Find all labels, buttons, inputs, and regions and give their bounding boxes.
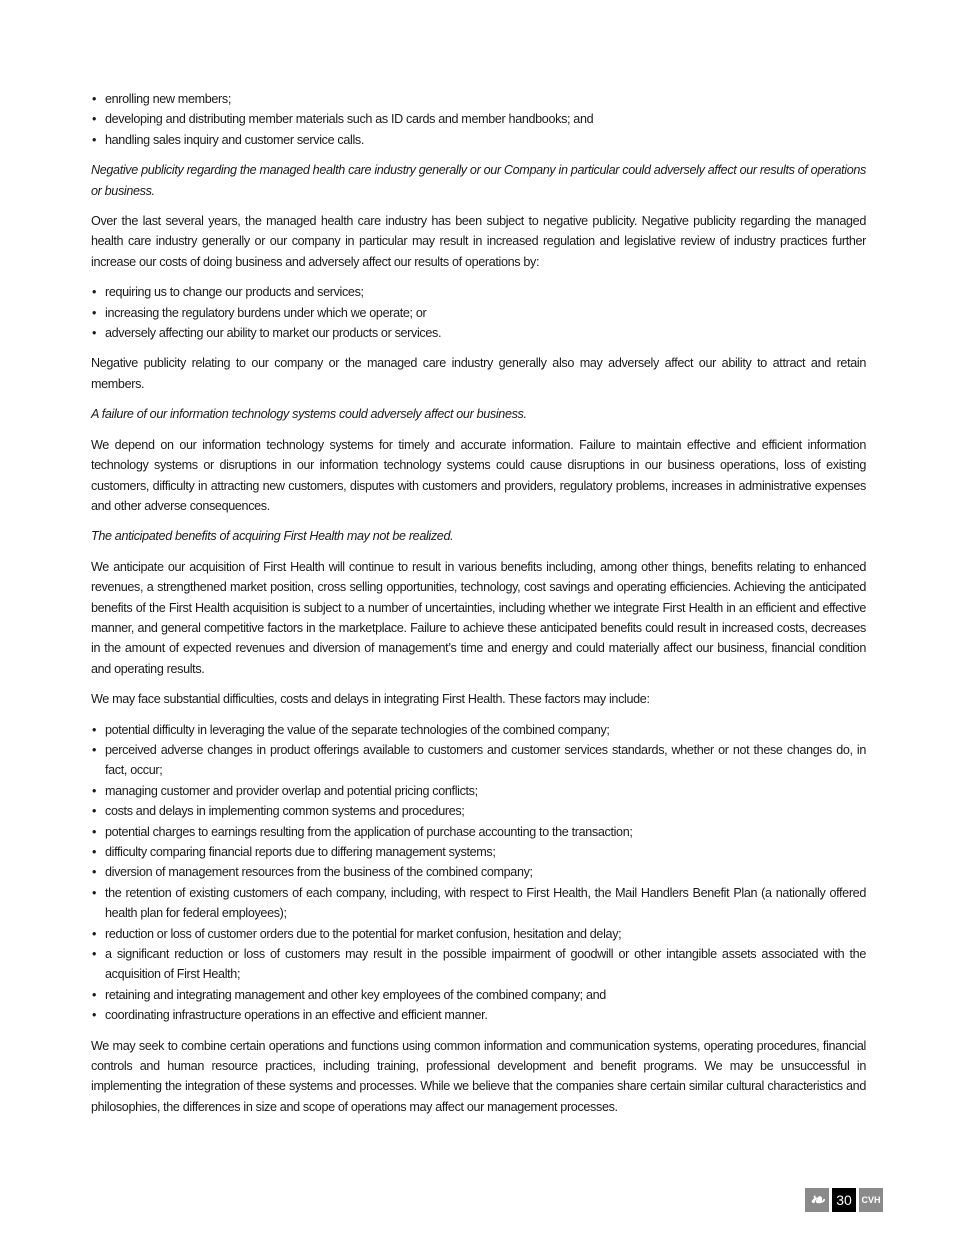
torch-icon: ❧ <box>805 1188 829 1212</box>
list-item: • perceived adverse changes in product offerings available to customers and customer services standards, whether or not these changes do, in fact, occur; <box>91 740 866 781</box>
list-item: • increasing the regulatory burdens under which we operate; or <box>91 303 866 323</box>
list-item: • potential difficulty in leveraging the value of the separate technologies of the combined company; <box>91 720 866 740</box>
list-item: • coordinating infrastructure operations in an effective and efficient manner. <box>91 1005 866 1025</box>
section-heading: The anticipated benefits of acquiring First Health may not be realized. <box>91 529 454 544</box>
bullet-list-2 <box>91 282 866 343</box>
list-item: • retaining and integrating management and other key employees of the combined company; and <box>91 985 866 1005</box>
list-item: • enrolling new members; <box>91 89 866 109</box>
section-heading: Negative publicity regarding the managed health care industry generally or our Company in particular could adversely affect our results of operations or business. <box>91 163 866 198</box>
paragraph: We may seek to combine certain operations and functions using common information and communication systems, operating procedures, financial controls and human resource practices, including training, professional development and benefit programs. We may be unsuccessful in implementing the integration of these systems and processes. While we believe that the companies share certain similar cultural characteristics and philosophies, the differences in size and scope of operations may affect our management processes. <box>91 1038 866 1114</box>
paragraph: We depend on our information technology systems for timely and accurate information. Failure to maintain effective and efficient information technology systems or disruptions in our information technology systems could cause disruptions in our business operations, loss of existing customers, difficulty in attracting new customers, disputes with customers and providers, regulatory problems, increases in administrative expenses and other adverse consequences. <box>91 437 866 513</box>
paragraph: We may face substantial difficulties, costs and delays in integrating First Health. These factors may include: <box>91 692 650 707</box>
list-item: • a significant reduction or loss of customers may result in the possible impairment of goodwill or other intangible assets associated with the acquisition of First Health; <box>91 944 866 985</box>
bullet-list-3 <box>91 720 866 1026</box>
list-item: • the retention of existing customers of each company, including, with respect to First Health, the Mail Handlers Benefit Plan (a nationally offered health plan for federal employees); <box>91 883 866 924</box>
paragraph: Negative publicity relating to our company or the managed care industry generally also may adversely affect our ability to attract and retain members. <box>91 356 866 391</box>
page-number: 30 <box>832 1188 856 1212</box>
document-body <box>91 89 866 1127</box>
brand-badge: CVH <box>859 1188 883 1212</box>
list-item: • managing customer and provider overlap and potential pricing conflicts; <box>91 781 866 801</box>
page-footer <box>805 1188 883 1212</box>
list-item: • diversion of management resources from the business of the combined company; <box>91 862 866 882</box>
list-item: • reduction or loss of customer orders due to the potential for market confusion, hesitation and delay; <box>91 924 866 944</box>
list-item: • requiring us to change our products and services; <box>91 282 866 302</box>
bullet-list-1 <box>91 89 866 150</box>
paragraph: Over the last several years, the managed health care industry has been subject to negative publicity. Negative publicity regarding the managed health care industry generally or our company in particular may result in increased regulation and legislative review of industry practices further increase our costs of doing business and adversely affect our results of operations by: <box>91 214 866 269</box>
list-item: • developing and distributing member materials such as ID cards and member handbooks; and <box>91 109 866 129</box>
list-item: • potential charges to earnings resulting from the application of purchase accounting to the transaction; <box>91 822 866 842</box>
list-item: • handling sales inquiry and customer service calls. <box>91 130 866 150</box>
section-heading: A failure of our information technology systems could adversely affect our business. <box>91 407 527 422</box>
paragraph: We anticipate our acquisition of First Health will continue to result in various benefits including, among other things, benefits relating to enhanced revenues, a strengthened market position, cross selling opportunities, technology, cost savings and operating efficiencies. Achieving the anticipated benefits of the First Health acquisition is subject to a number of uncertainties, including whether we integrate First Health in an efficient and effective manner, and general competitive factors in the marketplace. Failure to achieve these anticipated benefits could result in increased costs, decreases in the amount of expected revenues and diversion of management’s time and energy and could materially affect our business, financial condition and operating results. <box>91 559 866 676</box>
list-item: • costs and delays in implementing common systems and procedures; <box>91 801 866 821</box>
list-item: • adversely affecting our ability to market our products or services. <box>91 323 866 343</box>
list-item: • difficulty comparing financial reports due to differing management systems; <box>91 842 866 862</box>
